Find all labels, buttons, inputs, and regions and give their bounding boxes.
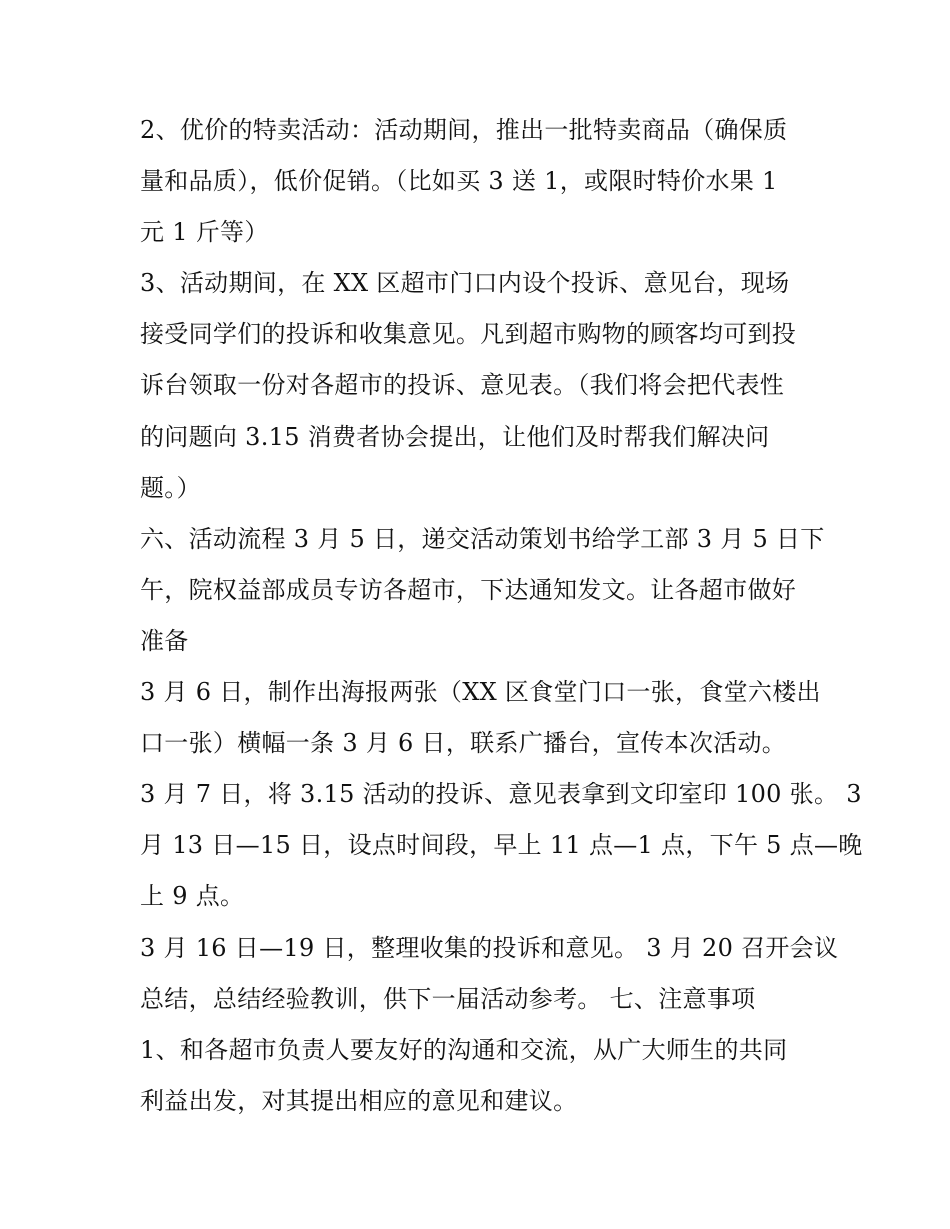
text-line: 3 月 16 日—19 日，整理收集的投诉和意见。 3 月 20 召开会议 <box>140 933 839 962</box>
text-line: 六、活动流程 3 月 5 日，递交活动策划书给学工部 3 月 5 日下 <box>140 524 825 553</box>
text-line: 3 月 6 日，制作出海报两张（XX 区食堂门口一张，食堂六楼出 <box>140 678 821 707</box>
text-line: 利益出发，对其提出相应的意见和建议。 <box>140 1086 578 1115</box>
text-line: 2、优价的特卖活动：活动期间，推出一批特卖商品（确保质 <box>140 116 788 144</box>
text-line: 诉台领取一份对各超市的投诉、意见表。（我们将会把代表性 <box>140 371 785 400</box>
text-line: 接受同学们的投诉和收集意见。凡到超市购物的顾客均可到投 <box>140 320 797 349</box>
text-line: 午，院权益部成员专访各超市，下达通知发文。让各超市做好 <box>140 575 797 604</box>
text-line: 口一张）横幅一条 3 月 6 日，联系广播台，宣传本次活动。 <box>140 729 787 758</box>
text-line: 的问题向 3.15 消费者协会提出，让他们及时帮我们解决问 <box>140 422 770 451</box>
text-line: 3、活动期间，在 XX 区超市门口内设个投诉、意见台，现场 <box>140 269 790 298</box>
text-line: 题。） <box>140 473 201 502</box>
text-line: 准备 <box>140 626 189 655</box>
text-line: 上 9 点。 <box>140 882 245 911</box>
text-line: 1、和各超市负责人要友好的沟通和交流，从广大师生的共同 <box>140 1035 788 1064</box>
text-line: 3 月 7 日，将 3.15 活动的投诉、意见表拿到文印室印 100 张。 3 <box>140 780 862 809</box>
text-line: 月 13 日—15 日，设点时间段，早上 11 点—1 点，下午 5 点—晚 <box>140 831 863 860</box>
text-line: 量和品质），低价促销。（比如买 3 送 1，或限时特价水果 1 <box>140 167 778 196</box>
text-line: 元 1 斤等） <box>140 218 269 247</box>
document-body <box>140 105 863 1127</box>
text-line: 总结，总结经验教训，供下一届活动参考。 七、注意事项 <box>140 984 756 1013</box>
